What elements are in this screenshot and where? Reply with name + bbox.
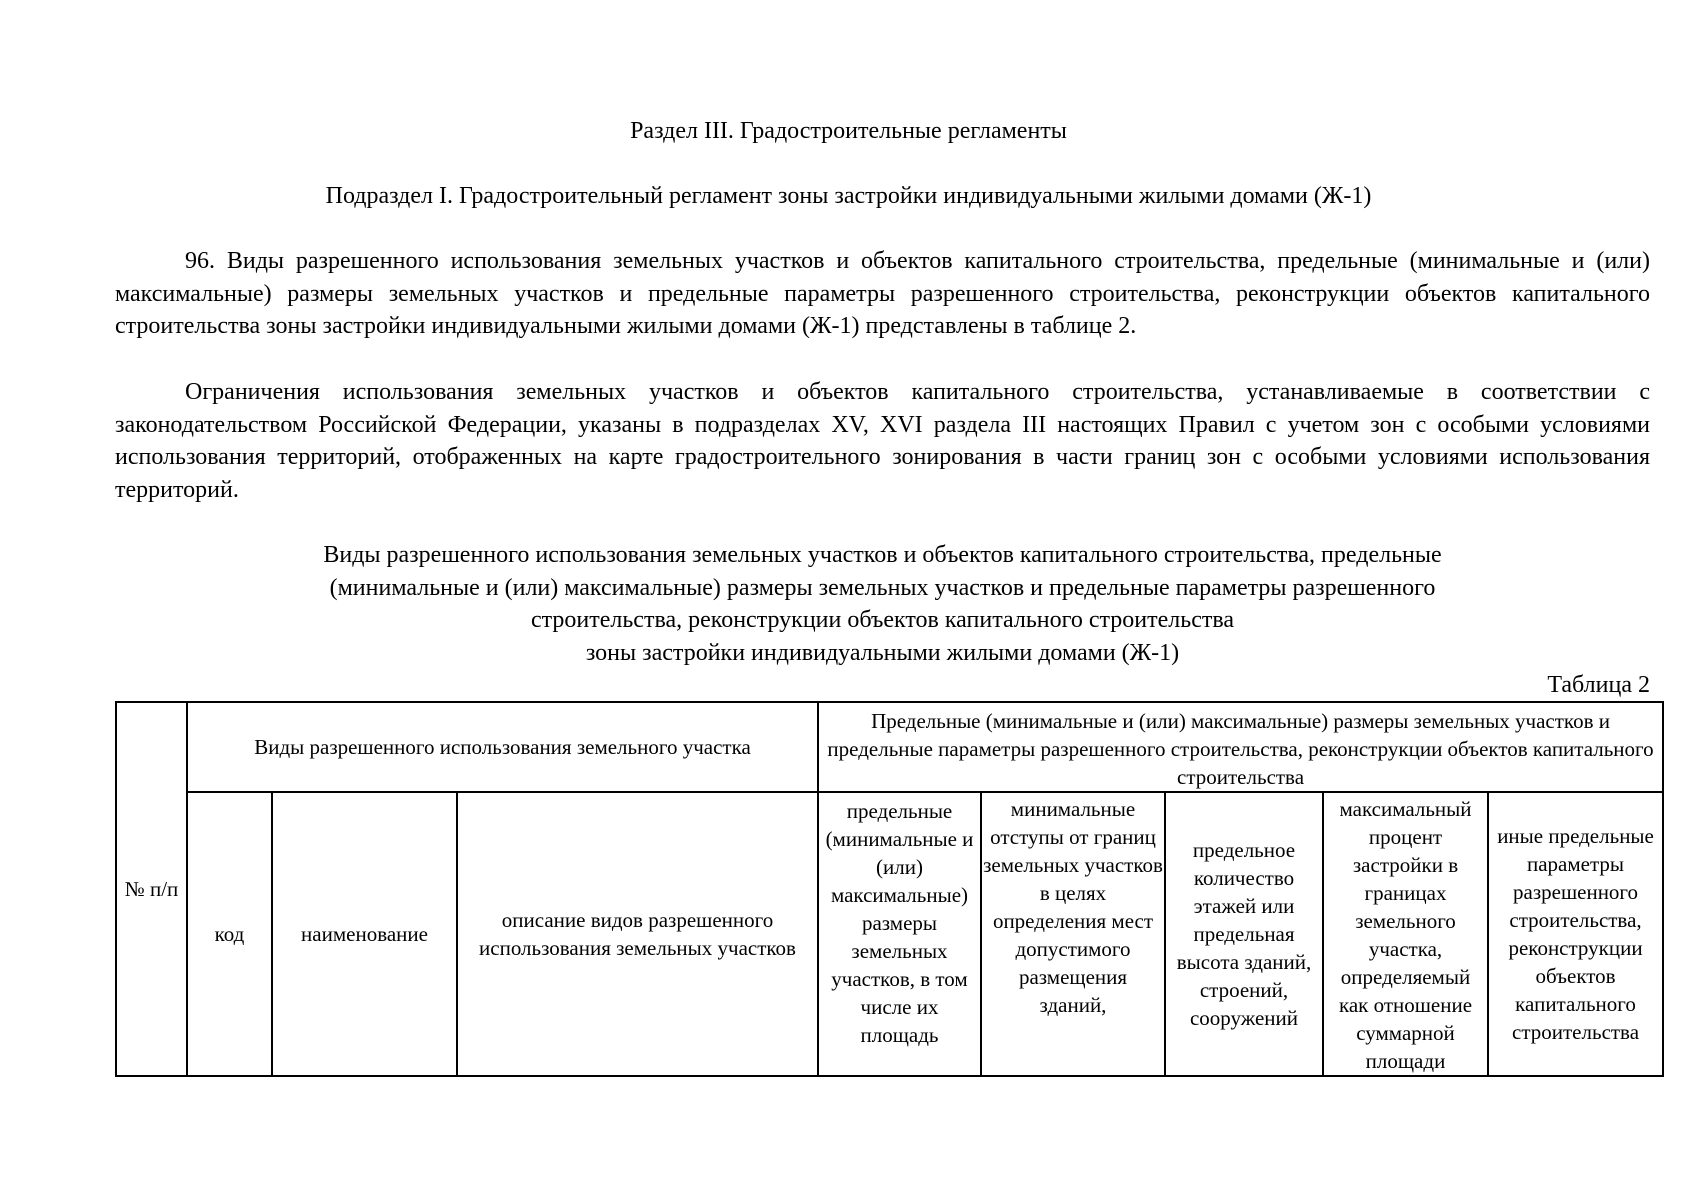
header-code: код: [187, 792, 272, 1076]
table-header-row-2: [116, 792, 1663, 1076]
header-other-params: иные предельные параметры разрешенного строительства, реконструкции объектов капитального строительства: [1488, 792, 1663, 1076]
table-number: Таблица 2: [1547, 672, 1650, 698]
section-title: Раздел III. Градостроительные регламенты: [630, 118, 1067, 144]
header-group-use: Виды разрешенного использования земельного участка: [187, 702, 818, 792]
paragraph-96: 96. Виды разрешенного использования земельных участков и объектов капитального строительства, предельные (минимальные и (или) максимальные) размеры земельных участков и предельные параметры разрешенного строительства, реконструкции объектов капитального строительства зоны застройки индивидуальными жилыми домами (Ж-1) представлены в таблице 2.: [115, 248, 1650, 339]
header-name: наименование: [272, 792, 457, 1076]
table-caption-line: (минимальные и (или) максимальные) размеры земельных участков и предельные параметры разрешенного: [329, 574, 1436, 601]
table-header-row-1: [116, 702, 1663, 792]
paragraph-restrictions: Ограничения использования земельных участков и объектов капитального строительства, устанавливаемые в соответствии с законодательством Российской Федерации, указаны в подразделах XV, XVI раздела III настоящих Правил с учетом зон с особыми условиями использования территорий, отображенных на карте градостроительного зонирования в части границ зон с особыми условиями использования территорий.: [115, 379, 1650, 503]
header-floors: предельное количество этажей или предельная высота зданий, строений, сооружений: [1165, 792, 1323, 1076]
table-caption: [115, 539, 1650, 669]
header-setback: минимальные отступы от границ земельных участков в целях определения мест допустимого размещения зданий,: [981, 792, 1165, 1076]
header-plot-size: предельные (минимальные и (или) максимальные) размеры земельных участков, в том числе их площадь: [818, 792, 981, 1076]
table-caption-line: Виды разрешенного использования земельных участков и объектов капитального строительства, предельные: [323, 542, 1442, 568]
header-group-limits: Предельные (минимальные и (или) максимальные) размеры земельных участков и предельные параметры разрешенного строительства, реконструкции объектов капитального строительства: [818, 702, 1663, 792]
header-building-percent: максимальный процент застройки в границах земельного участка, определяемый как отношение суммарной площади: [1323, 792, 1488, 1076]
subsection-title: Подраздел I. Градостроительный регламент зоны застройки индивидуальными жилыми домами (Ж-1): [325, 183, 1372, 209]
regulations-table: [115, 701, 1664, 1077]
table-caption-line: зоны застройки индивидуальными жилыми домами (Ж-1): [585, 639, 1180, 666]
header-number: № п/п: [116, 702, 187, 1076]
header-description: описание видов разрешенного использования земельных участков: [457, 792, 818, 1076]
table-caption-line: строительства, реконструкции объектов капитального строительства: [530, 607, 1235, 633]
